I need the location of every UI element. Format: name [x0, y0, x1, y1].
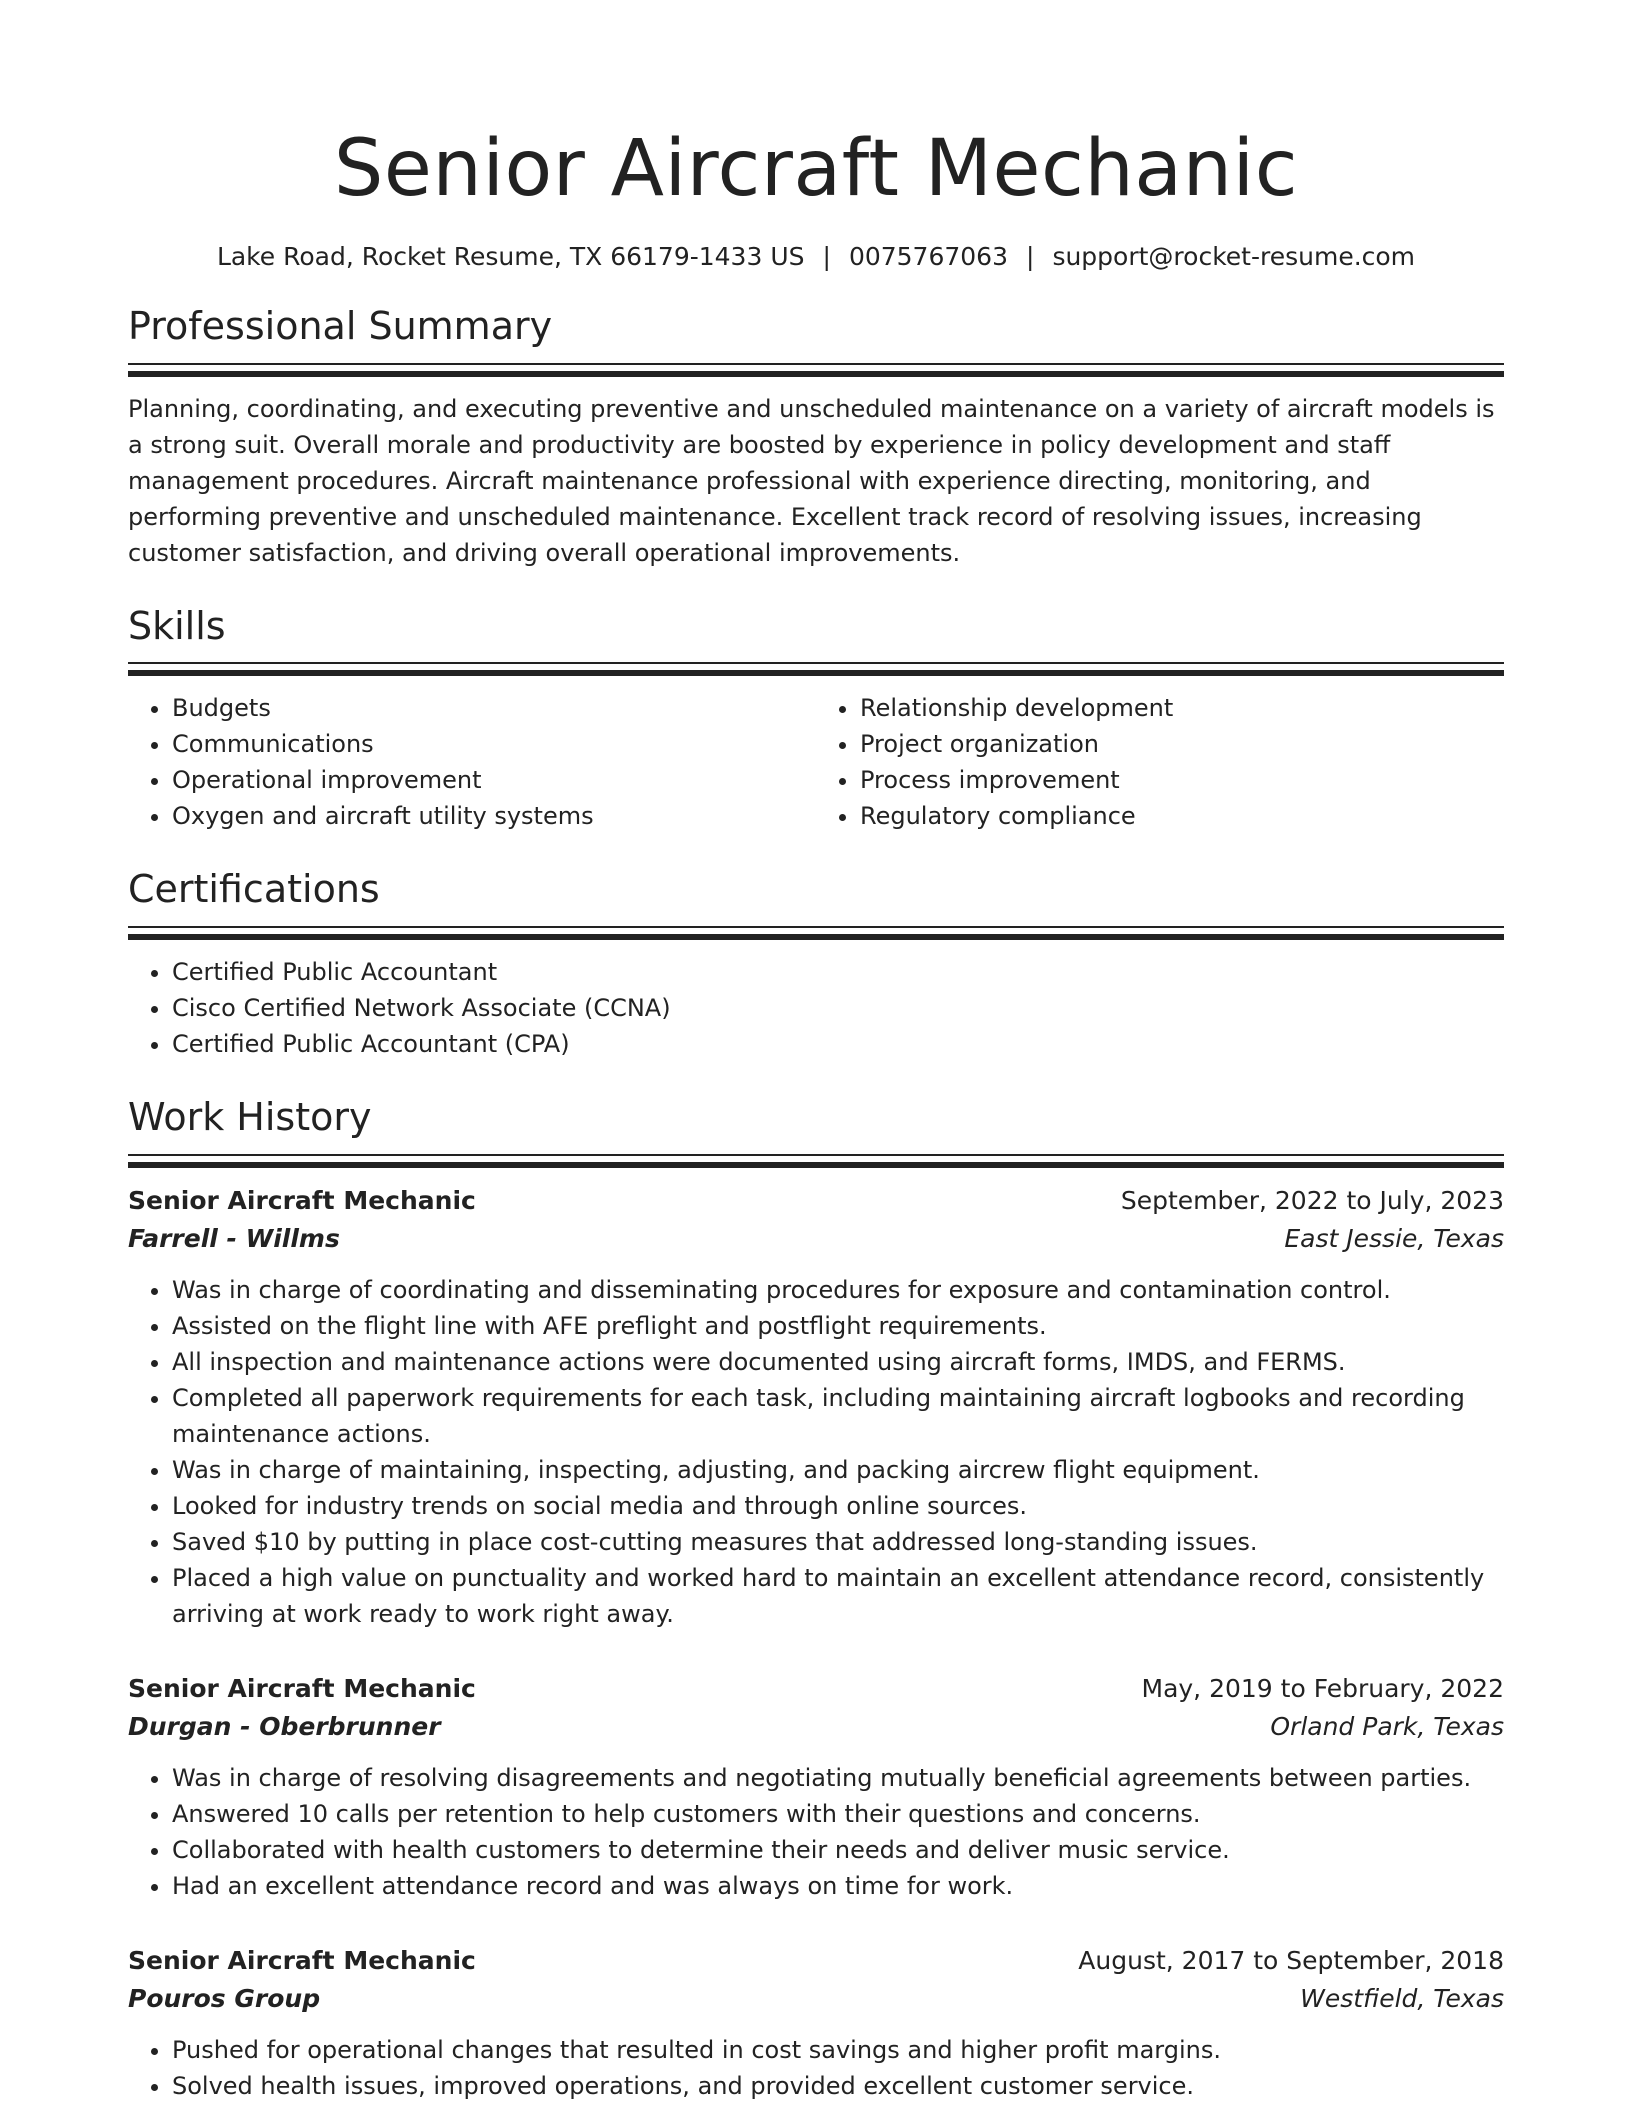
job-company: Durgan - Oberbrunner	[128, 1711, 441, 1741]
job-location: Westfield, Texas	[1300, 1983, 1504, 2013]
skills-list-right	[816, 690, 1504, 834]
section-rule-thin	[128, 926, 1504, 928]
job-header-row	[128, 1670, 1504, 1708]
section-rule-thick	[128, 934, 1504, 940]
job-header-row	[128, 1942, 1504, 1980]
contact-address: Lake Road, Rocket Resume, TX 66179-1433 US	[216, 242, 805, 271]
resume-name: Senior Aircraft Mechanic	[333, 124, 1299, 214]
skills-title: Skills	[128, 603, 226, 648]
job-company-row	[128, 1220, 1504, 1258]
skill-item: • Budgets	[172, 690, 816, 726]
skill-item: • Communications	[172, 726, 816, 762]
contact-separator: |	[822, 242, 831, 271]
work-history-title: Work History	[128, 1095, 372, 1140]
job-entry	[128, 1670, 1504, 1904]
job-company: Pouros Group	[128, 1983, 321, 2013]
job-bullet: • Was in charge of coordinating and disseminating procedures for exposure and contamination control.	[172, 1272, 1504, 1308]
contact-phone: 0075767063	[848, 242, 1008, 271]
job-dates: September, 2022 to July, 2023	[1120, 1185, 1504, 1215]
skills-section	[128, 605, 1504, 835]
summary-text: Planning, coordinating, and executing preventive and unscheduled maintenance on a variety of aircraft models is a strong suit. Overall morale and productivity are boosted by experience in policy development and staff management procedures. Aircraft maintenance professional with experience directing, monitoring, and performing preventive and unscheduled maintenance. Excellent track record of resolving issues, increasing customer satisfaction, and driving overall operational improvements.	[128, 394, 1495, 567]
job-bullet: • Pushed for operational changes that resulted in cost savings and higher profit margins.	[172, 2032, 1504, 2068]
job-location: East Jessie, Texas	[1284, 1223, 1504, 1253]
certification-item: • Certified Public Accountant (CPA)	[172, 1026, 1504, 1062]
certification-item: • Cisco Certified Network Associate (CCNA)	[172, 990, 1504, 1026]
job-company: Farrell - Willms	[128, 1223, 340, 1253]
job-bullet: • Was in charge of maintaining, inspecting, adjusting, and packing aircrew flight equipment.	[172, 1452, 1504, 1488]
skill-item: • Project organization	[860, 726, 1504, 762]
certifications-list	[128, 954, 1504, 1062]
job-bullet: • Solved health issues, improved operations, and provided excellent customer service.	[172, 2068, 1504, 2104]
contact-email: support@rocket-resume.com	[1052, 242, 1416, 271]
summary-title: Professional Summary	[128, 304, 553, 348]
job-bullet: • Answered 10 calls per retention to help customers with their questions and concerns.	[172, 1796, 1504, 1832]
skills-list-left	[128, 690, 816, 834]
job-company-row	[128, 1708, 1504, 1746]
job-bullets	[128, 1272, 1504, 1632]
job-bullet: • Had an excellent attendance record and was always on time for work.	[172, 1868, 1504, 1904]
section-rule-thick	[128, 1162, 1504, 1168]
skill-item: • Operational improvement	[172, 762, 816, 798]
job-header-row	[128, 1182, 1504, 1220]
job-bullet: • Placed a high value on punctuality and worked hard to maintain an excellent attendance record, consistently arriving at work ready to work right away.	[172, 1560, 1504, 1632]
section-rule-thin	[128, 662, 1504, 664]
job-dates: August, 2017 to September, 2018	[1078, 1945, 1504, 1975]
job-bullet: • Saved $10 by putting in place cost-cutting measures that addressed long-standing issues.	[172, 1524, 1504, 1560]
job-company-row	[128, 1980, 1504, 2018]
contact-separator: |	[1026, 242, 1035, 271]
job-bullet: • Collaborated with health customers to determine their needs and deliver music service.	[172, 1832, 1504, 1868]
skill-item: • Relationship development	[860, 690, 1504, 726]
summary-section	[128, 305, 1504, 571]
job-title: Senior Aircraft Mechanic	[128, 1673, 476, 1703]
job-bullet: • Looked for industry trends on social media and through online sources.	[172, 1488, 1504, 1524]
job-bullet: • Was in charge of resolving disagreements and negotiating mutually beneficial agreements between parties.	[172, 1760, 1504, 1796]
certifications-section	[128, 868, 1504, 1062]
job-bullets	[128, 1760, 1504, 1904]
job-bullet: • All inspection and maintenance actions were documented using aircraft forms, IMDS, and FERMS.	[172, 1344, 1504, 1380]
job-dates: May, 2019 to February, 2022	[1141, 1673, 1504, 1703]
contact-line	[128, 242, 1504, 271]
job-bullet: • Assisted on the flight line with AFE preflight and postflight requirements.	[172, 1308, 1504, 1344]
job-title: Senior Aircraft Mechanic	[128, 1185, 476, 1215]
skill-item: • Regulatory compliance	[860, 798, 1504, 834]
skill-item: • Process improvement	[860, 762, 1504, 798]
job-location: Orland Park, Texas	[1270, 1711, 1504, 1741]
job-bullet: • Completed all paperwork requirements for each task, including maintaining aircraft logbooks and recording maintenance actions.	[172, 1380, 1504, 1452]
section-rule-thick	[128, 371, 1504, 377]
job-entry	[128, 1942, 1504, 2104]
skill-item: • Oxygen and aircraft utility systems	[172, 798, 816, 834]
work-history-section	[128, 1096, 1504, 2104]
job-bullets	[128, 2032, 1504, 2104]
job-title: Senior Aircraft Mechanic	[128, 1945, 476, 1975]
skills-columns	[128, 676, 1504, 834]
certifications-title: Certifications	[128, 867, 380, 912]
section-rule-thin	[128, 1154, 1504, 1156]
job-entry	[128, 1182, 1504, 1632]
section-rule-thin	[128, 363, 1504, 365]
certification-item: • Certified Public Accountant	[172, 954, 1504, 990]
